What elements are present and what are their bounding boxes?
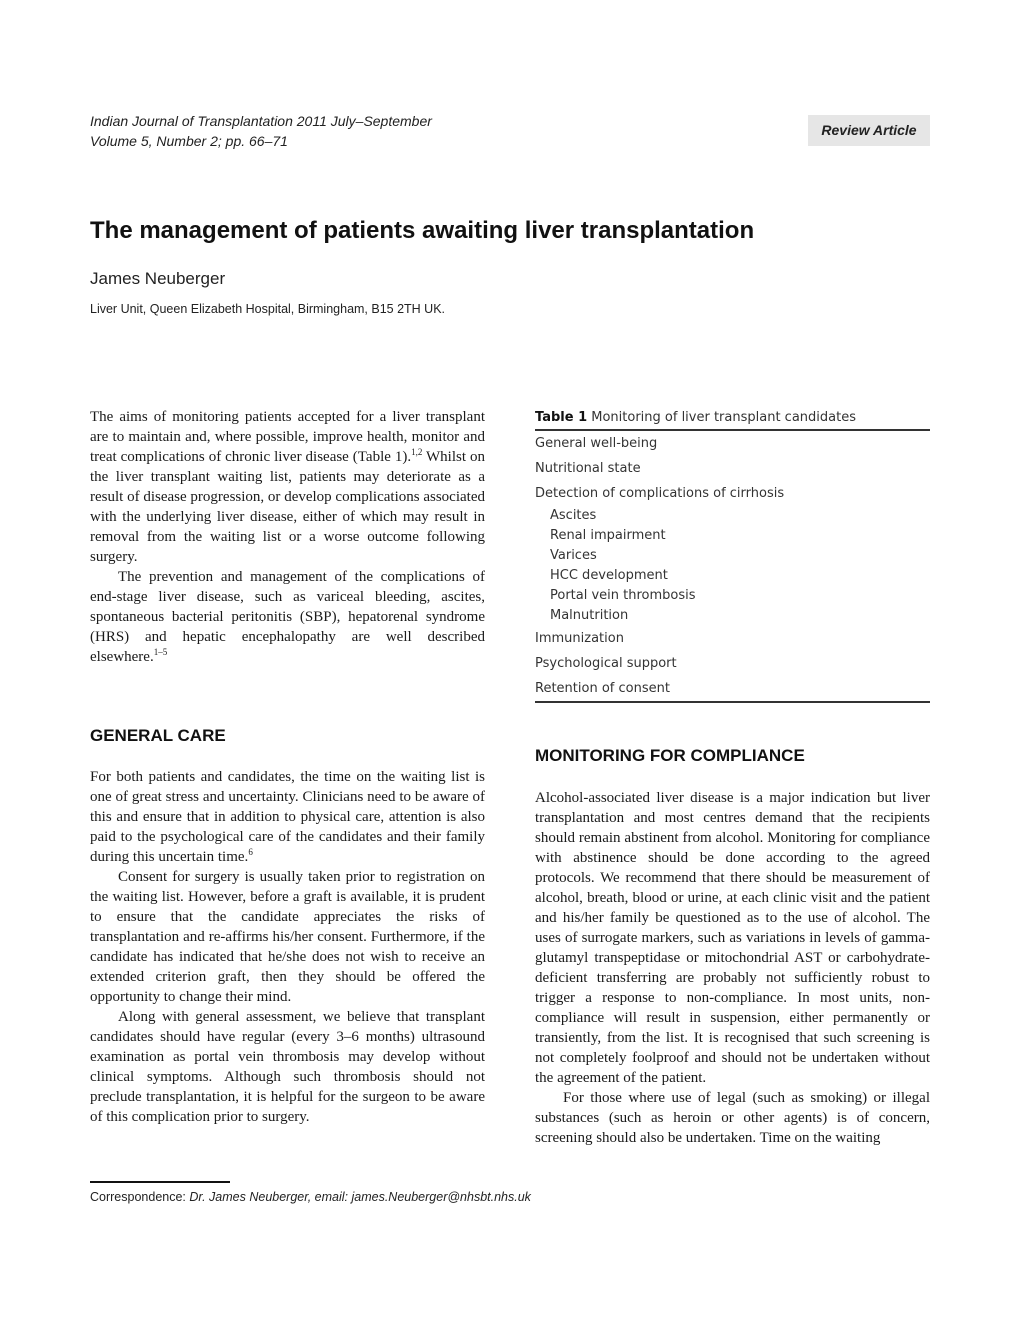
table-bottom-rule — [535, 701, 930, 703]
table-caption: Table 1 Monitoring of liver transplant candidates — [535, 407, 930, 431]
general-care-paragraph-2: Consent for surgery is usually taken prior to registration on the waiting list. However, before a graft is available, it is prudent to ensure that the candidate appreciates the risks of transplantation and re-affirms his/her consent. Furthermore, if the candidate has indicated that he/she does not wish to receive an extended criterion graft, then they should be offered the opportunity to change their mind. — [90, 869, 485, 1005]
article-type-badge: Review Article — [808, 115, 930, 146]
table-1 — [535, 407, 930, 703]
intro-paragraph-2: The prevention and management of the complications of end-stage liver disease, such as variceal bleeding, ascites, spontaneous bacterial peritonitis (SBP), hepatorenal syndrome (HRS) and hepatic encephalopathy are well described elsewhere.$^{1-5}$ — [90, 569, 485, 665]
table-row: General well-being — [535, 436, 658, 451]
journal-citation — [90, 111, 432, 151]
journal-issue-line: Indian Journal of Transplantation 2011 July–September — [90, 113, 432, 129]
table-row: Immunization — [535, 631, 624, 646]
table-row: Psychological support — [535, 656, 677, 671]
table-row: Retention of consent — [535, 681, 670, 696]
correspondence-details: Dr. James Neuberger, email: james.Neuberger@nhsbt.nhs.uk — [189, 1190, 531, 1204]
table-subrow: Malnutrition — [550, 608, 629, 623]
intro-paragraph-1: The aims of monitoring patients accepted for a liver transplant are to maintain and, where possible, improve health, monitor and treat complications of chronic liver disease (Table 1).$^{1,2}$ Whilst on the liver transplant waiting list, patients may deteriorate as a result of disease progression, or develop complications associated with the underlying liver disease, either of which may result in removal from the waiting list or a worse outcome following surgery. — [90, 409, 485, 565]
table-row: Nutritional state — [535, 461, 641, 476]
monitoring-paragraph-2: For those where use of legal (such as smoking) or illegal substances (such as heroin or other agents) is of concern, screening should also be undertaken. Time on the waiting — [535, 1090, 930, 1146]
general-care-paragraph-1: For both patients and candidates, the time on the waiting list is one of great stress and uncertainty. Clinicians need to be aware of this and ensure that in addition to physical care, attention is also paid to the psychological care of the candidates and their family during this uncertain time.$^6$ — [90, 769, 485, 865]
monitoring-section — [535, 788, 930, 1148]
general-care-paragraph-3: Along with general assessment, we believe that transplant candidates should have regular (every 3–6 months) ultrasound examination as portal vein thrombosis may develop without clinical symptoms. Although such thrombosis should not preclude transplantation, it is helpful for the surgeon to be aware of this complication prior to surgery. — [90, 1009, 485, 1125]
citation-ref: 1–5 — [153, 647, 168, 657]
footnote-rule — [90, 1181, 230, 1183]
journal-volume-line: Volume 5, Number 2; pp. 66–71 — [90, 133, 288, 149]
correspondence-label: Correspondence: — [90, 1190, 190, 1204]
general-care-section — [90, 767, 485, 1127]
table-label: Table 1 — [535, 410, 588, 425]
author-name: James Neuberger — [90, 269, 226, 288]
article-title: The management of patients awaiting liver transplantation — [90, 217, 755, 244]
table-row: Detection of complications of cirrhosis — [535, 486, 785, 501]
section-heading-monitoring: MONITORING FOR COMPLIANCE — [535, 746, 805, 765]
table-subrow: Varices — [550, 548, 597, 563]
intro-section — [90, 407, 485, 667]
monitoring-paragraph-1: Alcohol-associated liver disease is a major indication but liver transplantation and most centres demand that the recipients should remain abstinent from alcohol. Monitoring for compliance with abstinence should be done according to the agreed protocols. We recommend that there should be measurement of alcohol, breath, blood or urine, at each clinic visit and the patient and his/her family be questioned as to the use of alcohol. The uses of surrogate markers, such as variations in levels of gamma-glutamyl transpeptidase or mitochondrial AST or carbohydrate-deficient transferring are probably not sufficiently robust to trigger a response to non-compliance. In most units, non-compliance will result in suspension, either permanently or transiently, from the list. It is recognised that such screening is not completely foolproof and should not be undertaken without the agreement of the patient. — [535, 790, 930, 1086]
citation-ref: 6 — [248, 847, 253, 857]
citation-ref: 1,2 — [411, 447, 423, 457]
correspondence-note — [90, 1188, 531, 1206]
section-heading-general-care: GENERAL CARE — [90, 726, 226, 745]
table-subrow: Renal impairment — [550, 528, 666, 543]
table-subrow: Portal vein thrombosis — [550, 588, 696, 603]
table-subrow: HCC development — [550, 568, 668, 583]
table-subrow: Ascites — [550, 508, 597, 523]
author-affiliation: Liver Unit, Queen Elizabeth Hospital, Birmingham, B15 2TH UK. — [90, 302, 446, 316]
